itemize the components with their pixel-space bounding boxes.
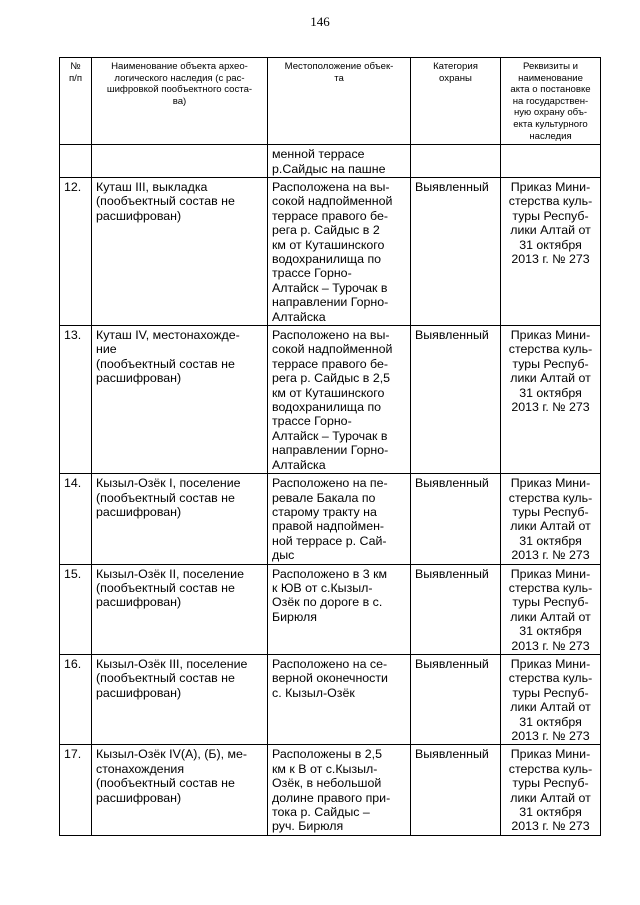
- cell-number: [60, 145, 92, 178]
- cell-number: 13.: [60, 326, 92, 474]
- cell-object-name: Кызыл-Озёк III, поселение (пообъектный состав не расшифрован): [92, 654, 268, 744]
- cell-category: Выявленный: [411, 326, 501, 474]
- table-row: [60, 745, 601, 835]
- cell-number: 17.: [60, 745, 92, 835]
- cell-object-name: [92, 145, 268, 178]
- cell-category: Выявленный: [411, 654, 501, 744]
- cell-location: Расположено на вы- сокой надпойменной террасе правого бе- рега р. Сайдыс в 2,5 км от Куташинского водохранилища по трассе Горно- Алтайск – Турочак в направлении Горно- Алтайска: [268, 326, 411, 474]
- header-object-name: Наименование объекта архео- логического наследия (с рас- шифровкой пообъектного соста- ва): [92, 58, 268, 145]
- table-row: [60, 474, 601, 564]
- header-protection-category: Категория охраны: [411, 58, 501, 145]
- cell-requisites: Приказ Мини- стерства куль- туры Респуб- лики Алтай от 31 октября 2013 г. № 273: [501, 745, 601, 835]
- cell-number: 12.: [60, 177, 92, 325]
- cell-requisites: Приказ Мини- стерства куль- туры Респуб- лики Алтай от 31 октября 2013 г. № 273: [501, 326, 601, 474]
- cell-requisites: Приказ Мини- стерства куль- туры Респуб- лики Алтай от 31 октября 2013 г. № 273: [501, 474, 601, 564]
- cell-location: Расположено на пе- ревале Бакала по старому тракту на правой надпоймен- ной террасе р. Сай- дыс: [268, 474, 411, 564]
- cell-location: Расположены в 2,5 км к В от с.Кызыл- Озёк, в небольшой долине правого при- тока р. Сайдыс – руч. Бирюля: [268, 745, 411, 835]
- header-act-requisites: Реквизиты и наименование акта о постановке на государствен- ную охрану объ- екта культурного наследия: [501, 58, 601, 145]
- cell-object-name: Кызыл-Озёк I, поселение (пообъектный состав не расшифрован): [92, 474, 268, 564]
- heritage-objects-table: [59, 57, 601, 836]
- cell-object-name: Куташ IV, местонахожде- ние (пообъектный состав не расшифрован): [92, 326, 268, 474]
- table-row: [60, 564, 601, 654]
- cell-location: Расположено на се- верной оконечности с. Кызыл-Озёк: [268, 654, 411, 744]
- cell-number: 15.: [60, 564, 92, 654]
- table-row: [60, 654, 601, 744]
- cell-category: [411, 145, 501, 178]
- header-number: № п/п: [60, 58, 92, 145]
- cell-category: Выявленный: [411, 745, 501, 835]
- continuation-row: [60, 145, 601, 178]
- cell-requisites: [501, 145, 601, 178]
- cell-number: 16.: [60, 654, 92, 744]
- cell-object-name: Кызыл-Озёк IV(А), (Б), ме- стонахождения (пообъектный состав не расшифрован): [92, 745, 268, 835]
- page-number: 146: [310, 14, 330, 29]
- cell-number: 14.: [60, 474, 92, 564]
- cell-category: Выявленный: [411, 474, 501, 564]
- cell-requisites: Приказ Мини- стерства куль- туры Респуб- лики Алтай от 31 октября 2013 г. № 273: [501, 564, 601, 654]
- table-row: [60, 326, 601, 474]
- cell-requisites: Приказ Мини- стерства куль- туры Респуб- лики Алтай от 31 октября 2013 г. № 273: [501, 654, 601, 744]
- cell-location: менной террасе р.Сайдыс на пашне: [268, 145, 411, 178]
- cell-location: Расположена на вы- сокой надпойменной террасе правого бе- рега р. Сайдыс в 2 км от Куташинского водохранилища по трассе Горно- Алтайск – Турочак в направлении Горно- Алтайска: [268, 177, 411, 325]
- cell-object-name: Куташ III, выкладка (пообъектный состав не расшифрован): [92, 177, 268, 325]
- table-row: [60, 177, 601, 325]
- cell-requisites: Приказ Мини- стерства куль- туры Респуб- лики Алтай от 31 октября 2013 г. № 273: [501, 177, 601, 325]
- table-header-row: [60, 58, 601, 145]
- header-location: Местоположение объек- та: [268, 58, 411, 145]
- cell-location: Расположено в 3 км к ЮВ от с.Кызыл- Озёк по дороге в с. Бирюля: [268, 564, 411, 654]
- cell-category: Выявленный: [411, 564, 501, 654]
- cell-category: Выявленный: [411, 177, 501, 325]
- cell-object-name: Кызыл-Озёк II, поселение (пообъектный состав не расшифрован): [92, 564, 268, 654]
